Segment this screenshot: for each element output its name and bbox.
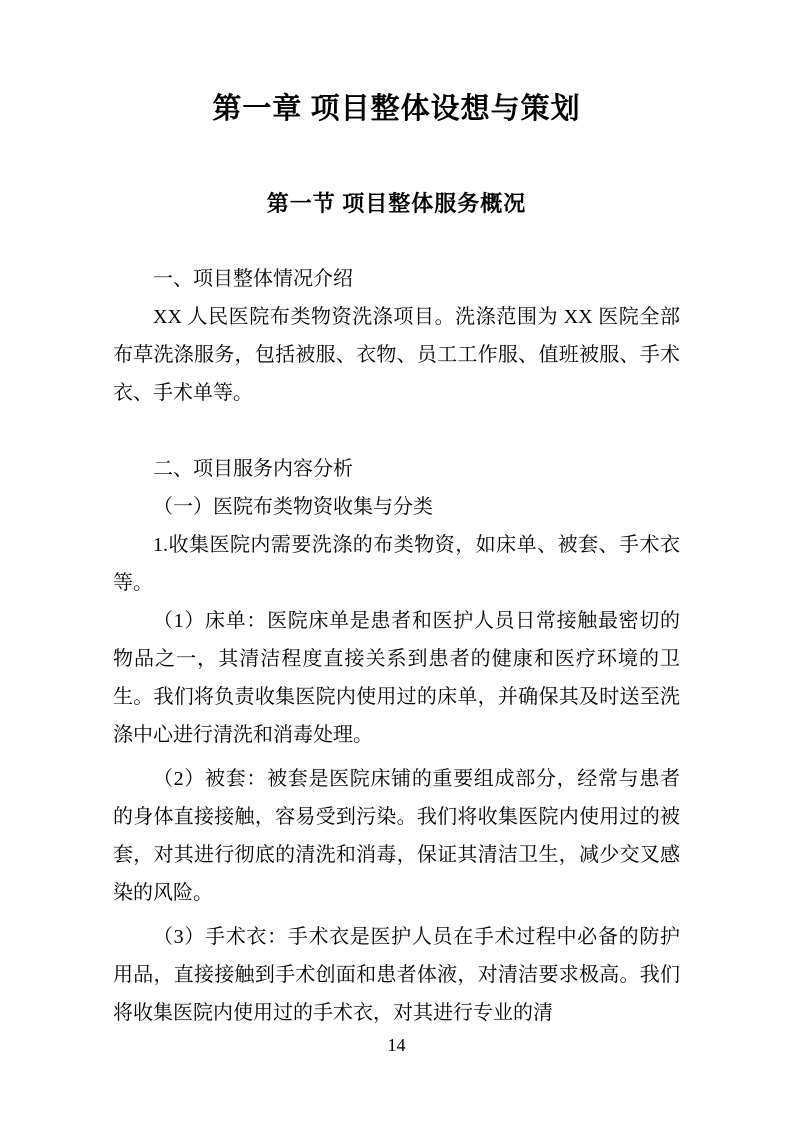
paragraph-intro: XX 人民医院布类物资洗涤项目。洗涤范围为 XX 医院全部布草洗涤服务，包括被服、衣物、员工工作服、值班被服、手术衣、手术单等。: [113, 306, 680, 404]
sub-heading-collection: （一）医院布类物资收集与分类: [153, 496, 433, 518]
page-number: 14: [387, 1035, 406, 1055]
list-heading-one: 一、项目整体情况介绍: [153, 268, 353, 290]
document-body: [113, 260, 680, 1032]
list-heading-two: 二、项目服务内容分析: [153, 458, 353, 480]
paragraph-bedsheet: （1）床单：医院床单是患者和医护人员日常接触最密切的物品之一，其清洁程度直接关系到患者的健康和医疗环境的卫生。我们将负责收集医院内使用过的床单，并确保其及时送至洗涤中心进行清洗和消毒处理。: [113, 610, 680, 746]
paragraph-duvet-cover: （2）被套：被套是医院床铺的重要组成部分，经常与患者的身体直接接触，容易受到污染。我们将收集医院内使用过的被套，对其进行彻底的清洗和消毒，保证其清洁卫生，减少交叉感染的风险。: [113, 768, 680, 904]
paragraph-collect-items: 1.收集医院内需要洗涤的布类物资，如床单、被套、手术衣等。: [113, 534, 680, 594]
chapter-title: 第一章 项目整体设想与策划: [212, 93, 581, 125]
section-title: 第一节 项目整体服务概况: [266, 191, 527, 216]
paragraph-surgical-gown: （3）手术衣：手术衣是医护人员在手术过程中必备的防护用品，直接接触到手术创面和患者体液，对清洁要求极高。我们将收集医院内使用过的手术衣，对其进行专业的清: [113, 926, 680, 1024]
